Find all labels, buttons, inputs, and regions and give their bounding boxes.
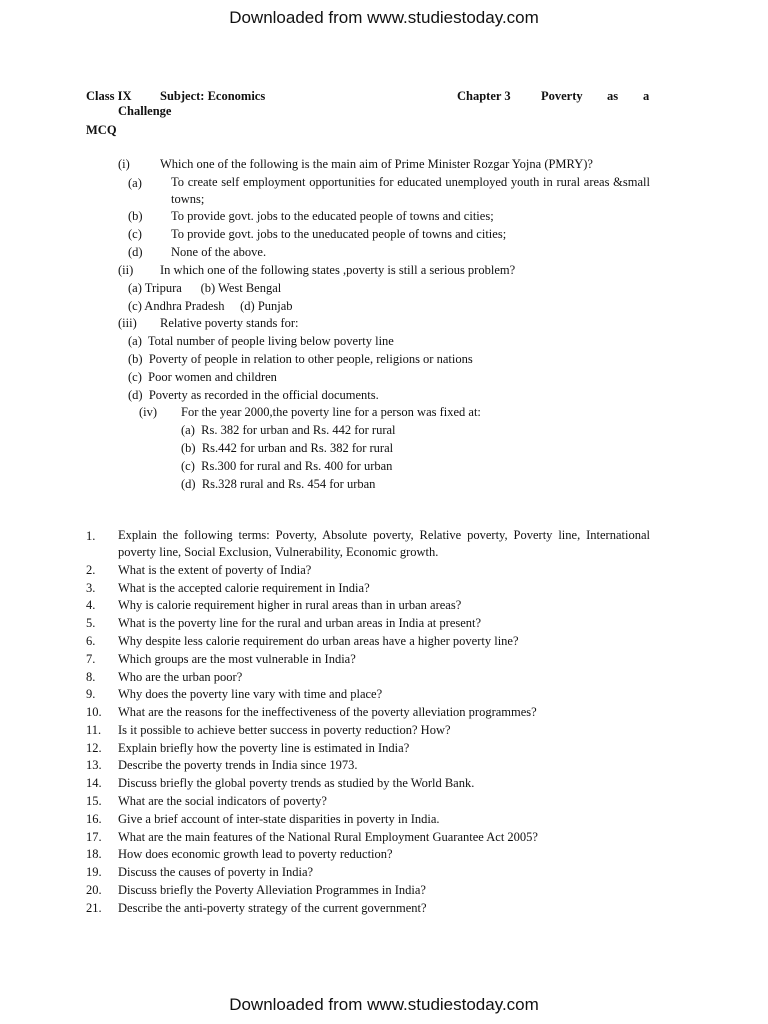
question-text: What is the extent of poverty of India?	[118, 563, 312, 577]
question-number: 18.	[86, 847, 102, 861]
option-line: (d) Rs.328 rural and Rs. 454 for urban	[181, 477, 376, 491]
question-text: What are the reasons for the ineffectiveness of the poverty alleviation programmes?	[118, 705, 537, 719]
question-number: 14.	[86, 776, 102, 790]
question-number: 20.	[86, 883, 102, 897]
question-number: 15.	[86, 794, 102, 808]
question-text: What are the social indicators of poverty?	[118, 794, 327, 808]
question-text: Describe the anti-poverty strategy of the current government?	[118, 901, 427, 915]
question-number: 2.	[86, 563, 96, 577]
chapter-title-word: Poverty	[541, 89, 583, 103]
option-line: (a) Tripura (b) West Bengal	[128, 281, 282, 295]
option-line: (d) Poverty as recorded in the official documents.	[128, 388, 379, 402]
option-label: (b)	[128, 209, 143, 223]
question-number: 9.	[86, 687, 96, 701]
question-text: Discuss the causes of poverty in India?	[118, 865, 314, 879]
option-text: None of the above.	[171, 245, 267, 259]
question-number: 16.	[86, 812, 102, 826]
chapter-title-word: as	[607, 89, 619, 103]
chapter-title-word: Challenge	[118, 104, 172, 118]
question-text: Discuss briefly the global poverty trends as studied by the World Bank.	[118, 776, 475, 790]
question-number: 11.	[86, 723, 102, 737]
chapter-title-word: a	[643, 89, 650, 103]
option-line: (c) Andhra Pradesh (d) Punjab	[128, 299, 293, 313]
option-line: (b) Poverty of people in relation to other people, religions or nations	[128, 352, 473, 366]
option-label: (c)	[128, 227, 142, 241]
question-number: 17.	[86, 830, 102, 844]
download-banner-bottom: Downloaded from www.studiestoday.com	[229, 995, 539, 1014]
question-text: Explain briefly how the poverty line is estimated in India?	[118, 741, 410, 755]
question-number: 19.	[86, 865, 102, 879]
question-text: Give a brief account of inter-state disparities in poverty in India.	[118, 812, 440, 826]
option-text: To provide govt. jobs to the uneducated people of towns and cities;	[171, 227, 507, 241]
question-number: 7.	[86, 652, 96, 666]
question-text: Why does the poverty line vary with time and place?	[118, 687, 383, 701]
question-number: 1.	[86, 529, 96, 543]
class-label: Class IX	[86, 89, 132, 103]
mcq-number: (iv)	[139, 405, 158, 419]
chapter-label: Chapter 3	[457, 89, 511, 103]
question-text: Discuss briefly the Poverty Alleviation Programmes in India?	[118, 883, 426, 897]
question-number: 8.	[86, 670, 96, 684]
question-number: 13.	[86, 758, 102, 772]
option-label: (a)	[128, 176, 142, 190]
mcq-question: Relative poverty stands for:	[160, 316, 299, 330]
question-number: 3.	[86, 581, 96, 595]
question-text: Explain the following terms: Poverty, Absolute poverty, Relative poverty, Poverty line, International poverty line, Social Exclusion, Vulnerability, Economic growth.	[118, 528, 650, 559]
mcq-question: Which one of the following is the main aim of Prime Minister Rozgar Yojna (PMRY)?	[160, 157, 593, 171]
option-text: To create self employment opportunities for educated unemployed youth in rural areas &small towns;	[171, 175, 650, 206]
question-text: Why is calorie requirement higher in rural areas than in urban areas?	[118, 598, 462, 612]
question-text: What is the accepted calorie requirement in India?	[118, 581, 370, 595]
question-text: Which groups are the most vulnerable in India?	[118, 652, 356, 666]
question-text: What are the main features of the National Rural Employment Guarantee Act 2005?	[118, 830, 538, 844]
question-number: 4.	[86, 598, 96, 612]
option-line: (a) Total number of people living below poverty line	[128, 334, 394, 348]
mcq-question: In which one of the following states ,poverty is still a serious problem?	[160, 263, 516, 277]
question-number: 5.	[86, 616, 96, 630]
mcq-number: (i)	[118, 157, 130, 171]
option-text: To provide govt. jobs to the educated people of towns and cities;	[171, 209, 494, 223]
question-number: 21.	[86, 901, 102, 915]
question-number: 12.	[86, 741, 102, 755]
mcq-number: (iii)	[118, 316, 137, 330]
mcq-question: For the year 2000,the poverty line for a person was fixed at:	[181, 405, 481, 419]
question-text: Who are the urban poor?	[118, 670, 243, 684]
download-banner-top: Downloaded from www.studiestoday.com	[229, 8, 539, 27]
question-text: Is it possible to achieve better success in poverty reduction? How?	[118, 723, 451, 737]
option-line: (a) Rs. 382 for urban and Rs. 442 for rural	[181, 423, 396, 437]
question-number: 6.	[86, 634, 96, 648]
option-line: (c) Poor women and children	[128, 370, 277, 384]
question-text: Why despite less calorie requirement do urban areas have a higher poverty line?	[118, 634, 519, 648]
section-heading-mcq: MCQ	[86, 123, 117, 137]
option-line: (c) Rs.300 for rural and Rs. 400 for urban	[181, 459, 393, 473]
option-line: (b) Rs.442 for urban and Rs. 382 for rural	[181, 441, 394, 455]
option-label: (d)	[128, 245, 143, 259]
question-text: How does economic growth lead to poverty reduction?	[118, 847, 393, 861]
subject-label: Subject: Economics	[160, 89, 266, 103]
question-text: Describe the poverty trends in India since 1973.	[118, 758, 358, 772]
question-text: What is the poverty line for the rural and urban areas in India at present?	[118, 616, 482, 630]
mcq-number: (ii)	[118, 263, 134, 277]
question-number: 10.	[86, 705, 102, 719]
